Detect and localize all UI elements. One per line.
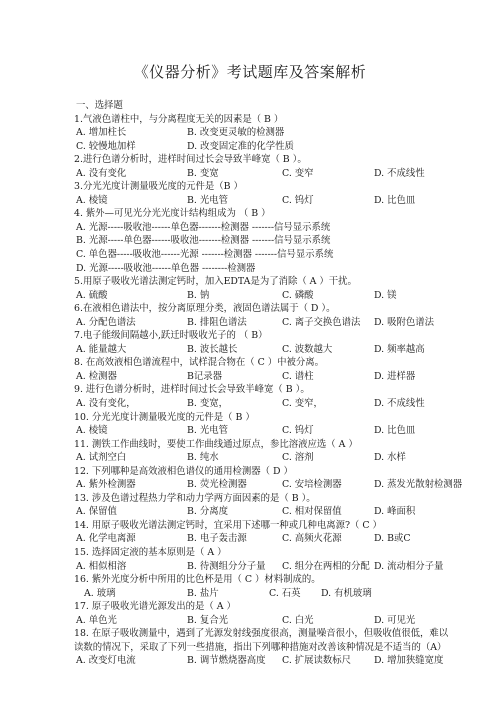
option-row [74, 167, 454, 181]
option-a: A. 光源-----吸收池------单色器-------检测器 -------信号显示系统 [76, 221, 331, 233]
option-d: D. 流动相分子量 [374, 560, 444, 572]
page-title: 《仪器分析》考试题库及答案解析 [133, 63, 367, 81]
option-row [74, 424, 454, 438]
option-a: A. 增加柱长 [76, 127, 127, 139]
option-b: B. 待测组分分子量 [187, 560, 266, 572]
option-a: A. 保留值 [76, 506, 117, 518]
option-row [74, 654, 454, 668]
option-row [74, 140, 454, 154]
question-text [74, 113, 454, 127]
option-row [74, 262, 454, 276]
option-a: C. 单色器-----吸收池------光源 -------检测器 -------信号显示系统 [76, 248, 334, 260]
option-a: A. 硫酸 [76, 289, 108, 301]
question-stem: 18. 在原子吸收测量中，遇到了光源发射线强度很高，测量噪音很小，但吸收值很低，难以 [74, 628, 449, 640]
question-text [74, 275, 454, 289]
option-b: B. 光电管 [187, 194, 228, 206]
option-d: D. 增加狭缝宽度 [374, 655, 444, 667]
question-text [74, 329, 454, 343]
question-stem: 16. 紫外光度分析中所用的比色杯是用（ C ）材料制成的。 [74, 574, 321, 586]
option-a: A. 能量越大 [76, 343, 127, 355]
option-b: B. 光电管 [187, 425, 228, 437]
option-a: A. 棱镜 [76, 194, 108, 206]
option-d: D. 进样器 [374, 370, 416, 382]
option-a: A. 单色光 [76, 614, 117, 626]
option-row [74, 451, 454, 465]
question-stem: 13. 涉及色谱过程热力学和动力学两方面因素的是（ B ）。 [74, 492, 316, 504]
question-text [74, 302, 454, 316]
option-c: C. 组分在两相的分配 [282, 560, 370, 572]
option-b: B. 改变更灵敏的检测器 [187, 127, 285, 139]
option-d: D. 蒸发光散射检测器 [374, 479, 463, 491]
option-b: B. 电子轰击源 [187, 533, 247, 545]
section-heading: 一、选择题 [76, 100, 123, 111]
option-b: D. 改变固定准的化学性质 [187, 140, 294, 152]
option-d: D. 不成线性 [374, 397, 425, 409]
option-row [74, 478, 463, 492]
option-b: B. 复合光 [187, 614, 228, 626]
option-a: A. 棱镜 [76, 425, 108, 437]
question-text [74, 465, 454, 479]
option-b: B. 钠 [187, 289, 210, 301]
option-c: C. 高频火花源 [282, 533, 342, 545]
option-c: C. 相对保留值 [282, 506, 342, 518]
question-text [74, 573, 454, 587]
option-a: A. 没有变化， [76, 397, 136, 409]
question-text [74, 546, 454, 560]
option-c: C. 变窄 [282, 167, 314, 179]
option-a: B. 光源-----单色器------吸收池-------检测器 -------信号显示系统 [76, 235, 331, 247]
option-row [74, 505, 454, 519]
question-text [74, 438, 454, 452]
question-list [74, 113, 463, 668]
option-a: A. 紫外检测器 [76, 479, 136, 491]
option-b: B. 变宽， [187, 397, 228, 409]
option-d: D. 可见光 [374, 614, 416, 626]
option-row [74, 343, 454, 357]
option-b: B. 纯水 [187, 452, 219, 464]
option-a: A. 相似相溶 [76, 560, 127, 572]
question-text [74, 207, 454, 221]
option-b: B记录器 [187, 370, 223, 382]
option-row [74, 194, 454, 208]
question-stem: 12. 下列哪种是高效液相色谱仪的通用检测器（ D ） [74, 465, 293, 477]
option-a: A. 化学电离源 [76, 533, 136, 545]
option-d: D. 比色皿 [374, 425, 416, 437]
option-row [74, 587, 454, 601]
option-c: C. 扩展读数标尺 [282, 655, 352, 667]
option-row [74, 560, 454, 574]
question-stem: 7.电子能级间隔越小,跃迁时吸收光子的 （ B） [74, 330, 268, 342]
option-d: D. 吸附色谱法 [374, 316, 435, 328]
option-row [74, 221, 454, 235]
option-row [74, 532, 454, 546]
question-stem: 3.分光光度计测量吸光度的元件是（B ） [74, 181, 243, 193]
option-row [74, 234, 454, 248]
option-row [74, 248, 454, 262]
option-a: A. 玻璃 [84, 587, 116, 599]
option-d: D. 镁 [374, 289, 397, 301]
question-text [74, 600, 454, 614]
option-b: B. 荧光检测器 [187, 479, 247, 491]
question-stem: 1.气液色谱柱中，与分离程度无关的因素是（ B ） [74, 113, 284, 125]
option-c: C. 波数越大 [282, 343, 333, 355]
option-b: B. 排阻色谱法 [187, 316, 247, 328]
question-stem: 11. 测铁工作曲线时，要使工作曲线通过原点，参比溶液应选（ A ） [74, 438, 358, 450]
question-text [74, 641, 454, 655]
option-c: C. 安培检测器 [282, 479, 342, 491]
option-d: D. 水样 [374, 452, 406, 464]
option-a: D. 光源-----吸收池------单色器 --------检测器 [76, 262, 256, 274]
question-text [74, 492, 454, 506]
question-stem: 2.进行色谱分析时，进样时间过长会导致半峰宽（ B ）。 [74, 154, 307, 166]
option-c: C. 磷酸 [282, 289, 314, 301]
option-d: D. B或C [374, 533, 411, 545]
option-c: C. 钨灯 [282, 194, 314, 206]
question-text [74, 180, 454, 194]
question-text [74, 627, 454, 641]
question-text [74, 153, 454, 167]
option-c: C. 石英 [269, 587, 301, 599]
option-row [74, 316, 454, 330]
question-stem: 9. 进行色谱分析时，进样时间过长会导致半峰宽（ B ）。 [74, 384, 310, 396]
option-c: C. 离子交换色谱法 [282, 316, 361, 328]
option-b: B. 调节燃烧器高度 [187, 655, 266, 667]
option-row [74, 126, 454, 140]
option-b: B. 波长越长 [187, 343, 238, 355]
question-text [74, 383, 454, 397]
question-stem: 8. 在高效液相色谱流程中，试样混合物在（ C ）中被分离。 [74, 357, 325, 369]
question-stem: 10. 分光光度计测量吸光度的元件是（ B ） [74, 411, 255, 423]
option-c: C. 变窄， [282, 397, 323, 409]
option-a: C. 较慢地加样 [76, 140, 136, 152]
question-stem: 5.用原子吸收光谱法测定钙时，加入EDTA是为了消除（ A ）干扰。 [74, 276, 357, 288]
option-c: C. 谱柱 [282, 370, 314, 382]
question-stem: 读数的情况下，采取了下列一些措施，指出下列哪种措施对改善该种情况是不适当的（A） [74, 641, 447, 653]
option-c: C. 白光 [282, 614, 314, 626]
option-c: C. 钨灯 [282, 425, 314, 437]
question-stem: 15. 选择固定液的基本原则是（ A ） [74, 547, 227, 558]
option-d: D. 频率越高 [374, 343, 425, 355]
option-d: D. 有机玻璃 [321, 587, 372, 599]
question-stem: 14. 用原子吸收光谱法测定钙时，宜采用下述哪一种或几种电离源?（ C ） [74, 519, 382, 531]
question-text [74, 356, 454, 370]
option-b: B. 盐片 [187, 587, 219, 599]
option-row [74, 370, 454, 384]
question-stem: 4. 紫外—可见光分光光度计结构组成为 （ B ） [74, 208, 271, 220]
question-text [74, 519, 454, 533]
option-b: B. 变宽 [187, 167, 219, 179]
option-c: C. 溶剂 [282, 452, 314, 464]
option-row [74, 289, 454, 303]
option-d: D. 比色皿 [374, 194, 416, 206]
option-row [74, 614, 454, 628]
option-a: A. 没有变化 [76, 167, 127, 179]
option-row [74, 397, 454, 411]
option-b: B. 分离度 [187, 506, 228, 518]
option-d: D. 不成线性 [374, 167, 425, 179]
option-a: A. 检测器 [76, 370, 117, 382]
option-a: A. 改变灯电流 [76, 655, 136, 667]
question-stem: 17. 原子吸收光谱光源发出的是（ A ） [74, 601, 236, 613]
option-a: A. 分配色谱法 [76, 316, 136, 328]
question-stem: 6.在液相色谱法中，按分离原理分类，液固色谱法属于（ D ）。 [74, 303, 336, 315]
question-text [74, 411, 454, 425]
option-a: A. 试剂空白 [76, 452, 127, 464]
option-d: D. 峰面积 [374, 506, 416, 518]
